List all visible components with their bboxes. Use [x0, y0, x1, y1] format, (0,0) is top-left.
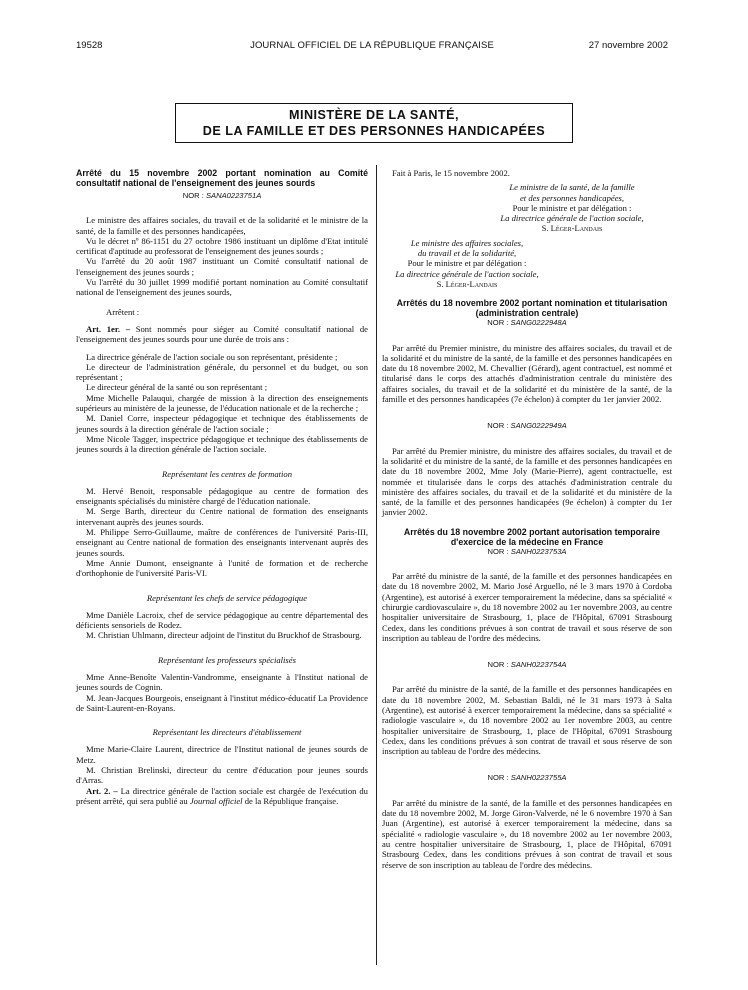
paragraph: Le ministre des affaires sociales, du travail et de la solidarité et le ministre de la santé, de la famille et des personnes handicapées,	[76, 215, 368, 236]
nor-label: NOR :	[182, 191, 204, 200]
member: Mme Michelle Palauqui, chargée de mission à la direction des enseignements supérieurs au ministère de la jeunesse, de l'éducation nationale et de la recherche ;	[76, 392, 368, 414]
nor-code: SANG0222949A	[510, 421, 567, 431]
nor-label: NOR :	[487, 660, 509, 670]
article-1-label: Art. 1er. –	[86, 323, 131, 334]
paragraph: Par arrêté du ministre de la santé, de la famille et des personnes handicapées en date du 18 novembre 2002, M. Jorge Giron-Valverde, né le 6 novembre 1970 à San Juan (Argentine), est autorisé à exercer temporairement la médecine, dans sa spécialité « radiologie vasculaire », du 18 novembre 2002 au 1er novembre 2003, au centre hospitalier universitaire de Strasbourg, 1, place de l'Hôpital, 67091 Strasbourg Cedex, dans les conditions prévues à son contrat de travail et sous réserve de son inscription au tableau de l'ordre des médecins.	[382, 797, 672, 870]
member: Le directeur de l'administration générale, du personnel et du budget, ou son représentant ;	[76, 361, 368, 383]
paragraph: Par arrêté du Premier ministre, du ministre des affaires sociales, du travail et de la solidarité et du ministre de la santé, de la famille et des personnes handicapées en date du 18 novembre 2002, Mme Joly (Marie-Pierre), agent contractuelle, est nommée et titularisée dans le corps des attachés d'administration centrale du ministère des affaires sociales, du travail et de la solidarité et du ministère de la santé, de la famille et des personnes handicapées (9e échelon) à compter du 1er janvier 2002.	[382, 445, 672, 518]
signatory-title: Le ministre des affaires sociales,	[410, 237, 524, 248]
article-2-label: Art. 2. –	[86, 785, 118, 796]
member: Mme Marie-Claire Laurent, directrice de l'Institut national de jeunes sourds de Metz.	[76, 744, 368, 765]
nor-line	[382, 773, 672, 783]
issue-date: 27 novembre 2002	[588, 40, 668, 51]
ministry-line-1: MINISTÈRE DE LA SANTÉ,	[288, 108, 460, 122]
nor-code: SANH0223753A	[510, 546, 567, 556]
section-heading: Représentant les directeurs d'établissement	[152, 727, 302, 738]
delegate-title: La directrice générale de l'action sociale,	[500, 213, 644, 224]
member: M. Christian Uhlmann, directeur adjoint de l'institut du Bruckhof de Strasbourg.	[86, 630, 362, 641]
signatory-name: S. Léger-Landais	[436, 278, 498, 289]
signatory-name: S. Léger-Landais	[541, 223, 603, 234]
member: M. Daniel Corre, inspecteur pédagogique et technique des établissements de jeunes sourds à la direction générale de l'action sociale ;	[76, 413, 368, 434]
member: M. Christian Brelinski, directeur du centre d'éducation pour jeunes sourds d'Arras.	[76, 765, 368, 786]
member: Mme Nicole Tagger, inspectrice pédagogique et technique des établissements de jeunes sourds à la direction générale de l'action sociale.	[76, 433, 368, 455]
paragraph: Par arrêté du ministre de la santé, de la famille et des personnes handicapées en date du 18 novembre 2002, M. Mario José Arguello, né le 3 mars 1970 à Cordoba (Argentine), est autorisé à exercer temporairement la médecine, dans sa spécialité « chirurgie cardiovasculaire », du 18 novembre 2002 au 1er novembre 2003, au centre hospitalier universitaire de Strasbourg, 1, place de l'Hôpital, 67091 Strasbourg Cedex, dans les conditions prévues à son contrat de travail et sous réserve de son inscription au tableau de l'ordre des médecins.	[382, 571, 673, 643]
member: M. Hervé Benoit, responsable pédagogique au centre de formation des enseignants spécialisés du ministère chargé de l'éducation nationale.	[76, 485, 368, 507]
section-heading: Représentant les professeurs spécialisés	[158, 654, 296, 665]
delegate-title: La directrice générale de l'action sociale,	[395, 268, 539, 279]
member: Mme Annie Dumont, enseignante à l'unité de formation et de recherche d'orthophonie de l'université Paris-VI.	[76, 557, 368, 579]
decree-title: Arrêtés du 18 novembre 2002 portant nomination et titularisation (administration centrale)	[396, 298, 668, 319]
column-divider	[376, 165, 377, 965]
nor-label: NOR :	[487, 773, 509, 783]
member: M. Serge Barth, directeur du Centre national de formation des enseignants intervenant auprès des jeunes sourds.	[76, 506, 368, 527]
arretent: Arrêtent :	[106, 306, 140, 317]
paragraph: Vu l'arrêté du 30 juillet 1999 modifié portant nomination au Comité consultatif national de l'enseignement des jeunes sourds,	[76, 277, 368, 298]
journal-officiel-ref: Journal officiel	[189, 795, 243, 806]
delegation: Pour le ministre et par délégation :	[407, 258, 527, 269]
signatory-title: et des personnes handicapées,	[519, 192, 625, 203]
journal-title: JOURNAL OFFICIEL DE LA RÉPUBLIQUE FRANÇAISE	[250, 40, 494, 51]
article-1	[76, 324, 368, 345]
nor-line	[382, 318, 672, 328]
member: Mme Anne-Benoîte Valentin-Vandromme, enseignante à l'Institut national de jeunes sourds de Cognin.	[76, 671, 368, 693]
nor-code: SANA0223751A	[205, 191, 262, 200]
decree-title: Arrêté du 15 novembre 2002 portant nomination au Comité consultatif national de l'enseignement des jeunes sourds	[76, 168, 368, 188]
nor-code: SANH0223754A	[510, 660, 567, 670]
paragraph: Vu le décret nº 86-1151 du 27 octobre 1986 instituant un diplôme d'Etat intitulé certificat d'aptitude au professorat de l'enseignement des jeunes sourds ;	[76, 235, 368, 257]
page-header	[76, 40, 668, 54]
signature-block-1	[472, 182, 672, 233]
paragraph: Par arrêté du ministre de la santé, de la famille et des personnes handicapées en date du 18 novembre 2002, M. Sebastian Baldi, né le 31 mars 1973 à Salta (Argentine), est autorisé à exercer temporairement la médecine, dans sa spécialité « radiologie vasculaire », du 18 novembre 2002 au 1er novembre 2003, au centre hospitalier universitaire de Strasbourg, 1, place de l'Hôpital, 67091 Strasbourg Cedex, dans les conditions prévues à son contrat de travail et sous réserve de son inscription au tableau de l'ordre des médecins.	[382, 684, 672, 757]
nor-line	[382, 660, 672, 670]
signature-block-2	[382, 238, 552, 289]
nor-line	[76, 191, 368, 201]
member: Le directeur général de la santé ou son représentant ;	[86, 382, 268, 393]
section-heading: Représentant les centres de formation	[162, 468, 292, 479]
right-column	[382, 168, 672, 870]
article-2	[76, 786, 368, 807]
nor-label: NOR :	[487, 318, 509, 328]
nor-label: NOR :	[487, 546, 509, 556]
done-at: Fait à Paris, le 15 novembre 2002.	[392, 168, 510, 178]
nor-code: SANG0222948A	[510, 318, 567, 328]
nor-code: SANH0223755A	[510, 773, 567, 783]
nor-line	[382, 421, 672, 431]
ministry-line-2: DE LA FAMILLE ET DES PERSONNES HANDICAPÉES	[202, 124, 546, 138]
member: La directrice générale de l'action sociale ou son représentant, présidente ;	[86, 351, 338, 362]
ministry-box	[175, 103, 573, 143]
paragraph: Vu l'arrêté du 20 août 1987 instituant un Comité consultatif national de l'enseignement des jeunes sourds ;	[76, 256, 368, 277]
left-column	[76, 168, 368, 806]
nor-line	[382, 547, 672, 557]
signatory-title: du travail et de la solidarité,	[417, 248, 517, 259]
article-2-text: La directrice générale de l'action sociale est chargée de l'exécution du présent arrêté, qui sera publié au	[76, 785, 368, 806]
article-2-text-end: de la République française.	[244, 795, 339, 806]
member: M. Philippe Serro-Guillaume, maître de conférences de l'université Paris-III, enseignant au Centre national de formation des enseignants intervenant auprès des jeunes sourds.	[76, 527, 368, 558]
section-heading: Représentant les chefs de service pédagogique	[146, 592, 308, 603]
decree-title: Arrêtés du 18 novembre 2002 portant autorisation temporaire d'exercice de la médecine en France	[403, 526, 661, 547]
page-number: 19528	[76, 40, 103, 51]
paragraph: Par arrêté du Premier ministre, du ministre des affaires sociales, du travail et de la solidarité et du ministre de la santé, de la famille et des personnes handicapées en date du 18 novembre 2002, M. Chevallier (Gérard), agent contractuel, est nommé et titularisé dans le corps des attachés d'administration centrale du ministère des affaires sociales, du travail et de la solidarité et du ministère de la santé, de la famille et des personnes handicapées (7e échelon) à compter du 1er janvier 2002.	[382, 342, 672, 405]
nor-label: NOR :	[487, 421, 509, 431]
member: M. Jean-Jacques Bourgeois, enseignant à l'institut médico-éducatif La Providence de Saint-Laurent-en-Royans.	[76, 692, 368, 713]
signatory-title: Le ministre de la santé, de la famille	[509, 182, 635, 193]
member: Mme Danièle Lacroix, chef de service pédagogique au centre départemental des déficients sensoriels de Rodez.	[76, 609, 368, 631]
delegation: Pour le ministre et par délégation :	[512, 202, 632, 213]
article-1-text: Sont nommés pour siéger au Comité consultatif national de l'enseignement des jeunes sourds pour une durée de trois ans :	[76, 323, 368, 345]
